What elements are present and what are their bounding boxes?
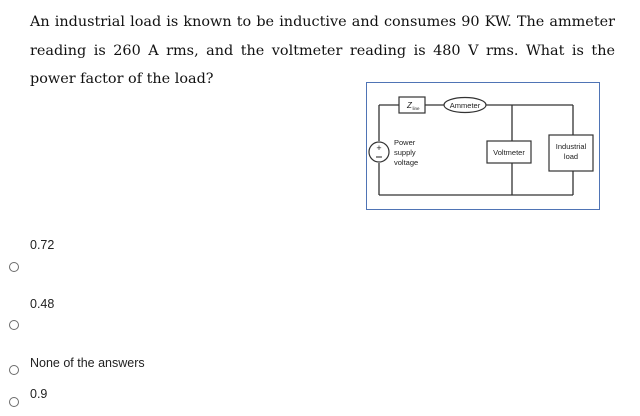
ammeter-label: Ammeter xyxy=(449,101,481,110)
circuit-diagram xyxy=(366,82,600,210)
voltmeter-label: Voltmeter xyxy=(493,148,525,157)
zline-label: Z xyxy=(407,101,412,110)
source-label-line1: Power xyxy=(394,138,416,147)
source-label-line2: supply xyxy=(394,148,416,157)
option-label-4: 0.9 xyxy=(30,387,48,401)
load-label-line1: Industrial xyxy=(555,142,587,151)
option-label-2: 0.48 xyxy=(30,297,55,311)
option-radio-4[interactable] xyxy=(9,397,19,407)
option-radio-2[interactable] xyxy=(9,320,19,330)
source-label-line3: voltage xyxy=(394,158,419,167)
zline-subscript: line xyxy=(412,106,420,111)
question-text: An industrial load is known to be inductive and consumes 90 KW. The ammeter reading is 260 A rms, and the voltmeter reading is 480 V rms. What is the power factor of the load? xyxy=(30,14,615,87)
source-polarity: + xyxy=(376,143,382,153)
option-radio-3[interactable] xyxy=(9,365,19,375)
option-radio-1[interactable] xyxy=(9,262,19,272)
option-label-1: 0.72 xyxy=(30,238,55,252)
load-label-line2: load xyxy=(563,152,579,161)
option-label-3: None of the answers xyxy=(30,356,145,370)
